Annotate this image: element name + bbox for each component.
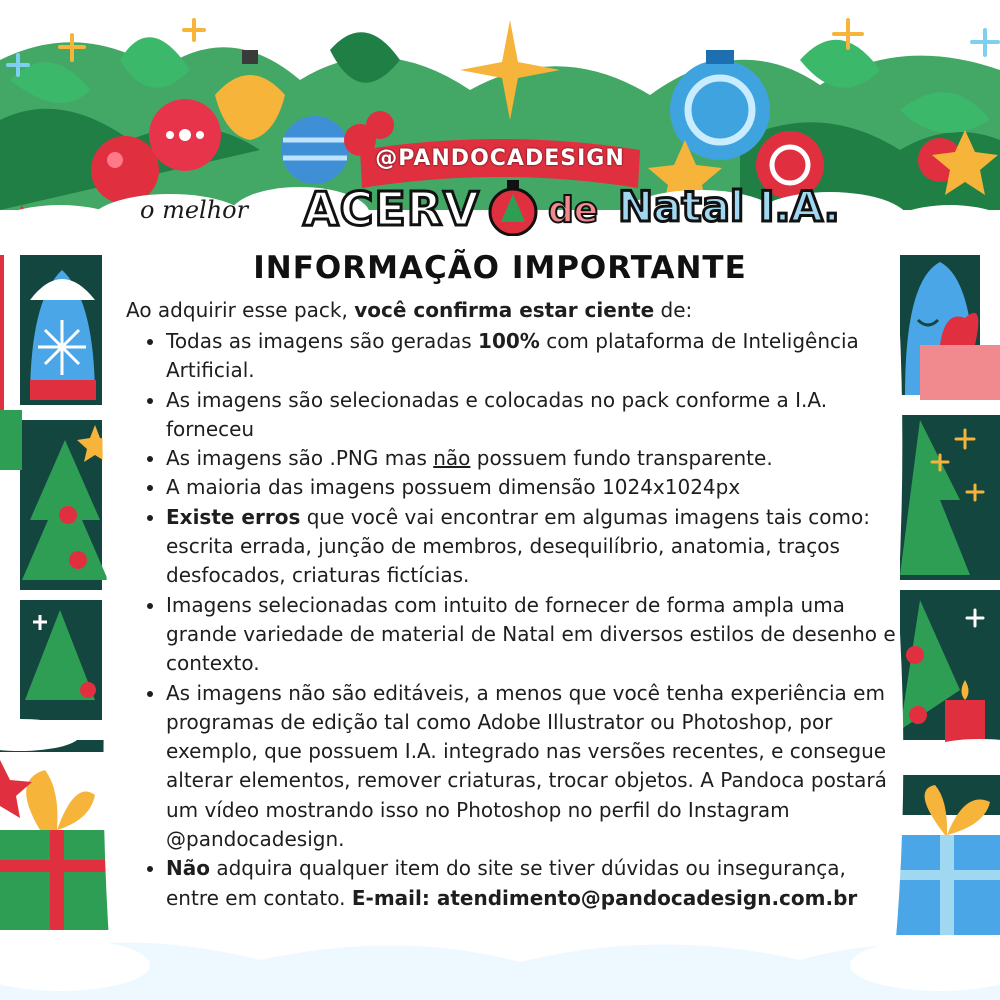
intro-text-bold: você confirma estar ciente <box>354 298 655 322</box>
intro-paragraph <box>126 295 897 325</box>
ornament-icon <box>149 99 221 171</box>
list-item <box>166 503 897 591</box>
item-text: Imagens selecionadas com intuito de fornecer de forma ampla uma grande variedade de material de Natal em diversos estilos de desenho e contexto. <box>166 592 896 676</box>
list-item <box>166 327 897 386</box>
title-word-de: de <box>548 190 599 231</box>
item-text: As imagens são .PNG mas <box>166 446 434 471</box>
item-text-bold: Não <box>166 856 210 881</box>
item-text-bold: Existe erros <box>166 504 301 529</box>
gift-box-icon <box>0 740 110 930</box>
title-word-natal: Natal I.A. <box>618 182 840 231</box>
item-text: As imagens são selecionadas e colocadas no pack conforme a I.A. forneceu <box>166 387 828 441</box>
item-text: adquira qualquer item do site se tiver dúvidas ou insegurança, entre em contato. <box>166 856 846 910</box>
item-text: A maioria das imagens possuem dimensão 1024x1024px <box>166 475 741 500</box>
list-item <box>166 854 897 913</box>
item-text: possuem fundo transparente. <box>470 446 773 471</box>
intro-text-before: Ao adquirir esse pack, <box>126 298 355 322</box>
right-window-panel <box>890 255 1000 815</box>
left-window-panel <box>0 255 113 720</box>
title-word-acervo: ACERV <box>303 182 480 236</box>
list-item <box>166 473 897 502</box>
item-text: Todas as imagens são geradas <box>166 329 479 353</box>
list-item <box>166 679 897 855</box>
item-text: com plataforma de Inteligência Artificial. <box>166 329 859 383</box>
page-subtitle: INFORMAÇÃO IMPORTANTE <box>253 250 747 286</box>
list-item <box>166 444 897 473</box>
item-text: que você vai encontrar em algumas imagens tais como: escrita errada, junção de membros, desequilíbrio, anatomia, traços desfocados, criaturas fictícias. <box>166 504 870 588</box>
item-text-underlined: não <box>433 446 471 471</box>
contact-email: E-mail: atendimento@pandocadesign.com.br <box>351 885 858 910</box>
item-text: As imagens não são editáveis, a menos que você tenha experiência em programas de edição tal como Adobe Illustrator ou Photoshop, por exemplo, que possuem I.A. integrado nas versões recentes, e consegue alterar elementos, remover criaturas, trocar objetos. A Pandoca postará um vídeo mostrando isso no Photoshop no perfil do Instagram @pandocadesign. <box>166 680 887 852</box>
handle-banner-text: @PANDOCADESIGN <box>375 146 625 171</box>
list-item <box>166 591 897 679</box>
ornament-icon <box>487 180 539 236</box>
information-card <box>112 295 897 960</box>
title-script-prefix: o melhor <box>140 196 249 224</box>
item-text-bold: 100% <box>478 329 540 353</box>
intro-text-after: de: <box>654 298 693 322</box>
ornament-icon <box>91 136 159 204</box>
list-item <box>166 386 897 445</box>
sparkle-icon <box>60 20 862 60</box>
info-list <box>112 327 897 913</box>
ornament-icon <box>281 116 349 184</box>
